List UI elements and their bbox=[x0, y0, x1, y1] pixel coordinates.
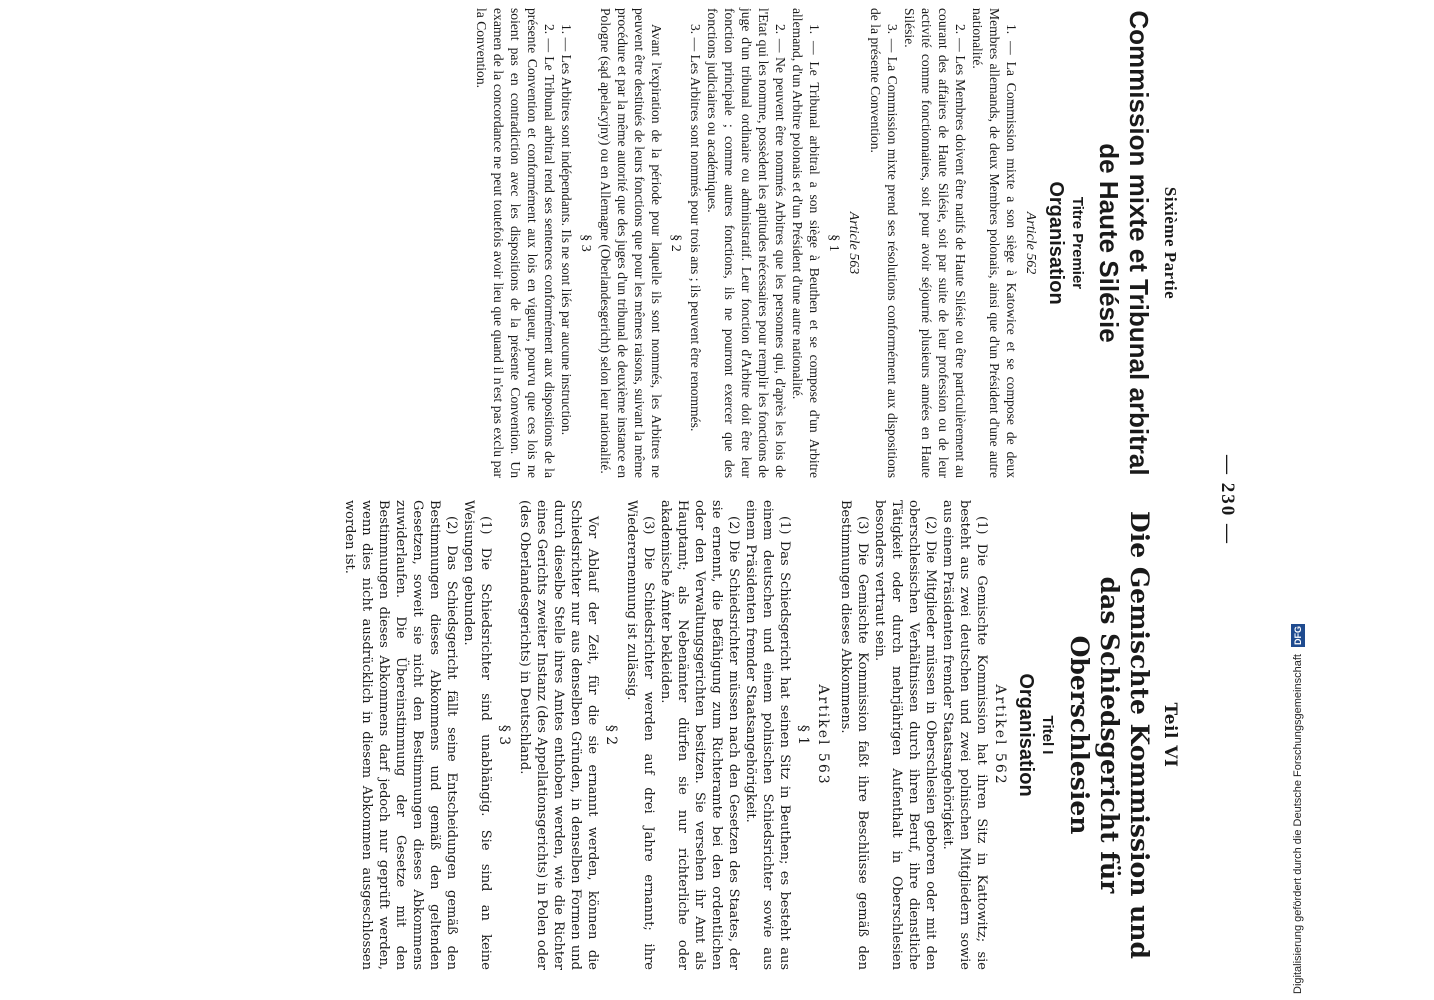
paragraph: (2) Die Mitglieder müssen in Oberschlesien geboren oder mit den oberschlesischen Verhältnissen durch ihren Beruf, ihre dienstliche Tätigkeit oder durch mehrjährigen Aufenthalt in Oberschlesien besonders vertraut sein. bbox=[872, 500, 938, 970]
section-heading: Organisation bbox=[1045, 181, 1067, 305]
article-heading: Artikel 563 bbox=[815, 684, 831, 786]
paragraph: 1. — Le Tribunal arbitral a son siège à Beuthen et se compose d'un Arbitre allemand, d'un Arbitre polonais et d'un Président d'une autre nationalité. bbox=[790, 8, 822, 478]
paragraph: 3. — Les Arbitres sont nommés pour trois ans ; ils peuvent être renommés. bbox=[688, 24, 703, 432]
paragraph: (1) Das Schiedsgericht hat seinen Sitz in Beuthen; es besteht aus einem deutschen und einem polnischen Schiedsrichter sowie aus einem Präsidenten fremder Staatsangehörigkeit. bbox=[743, 500, 792, 970]
german-column bbox=[341, 500, 1180, 970]
titre-heading: Titre Premier bbox=[1069, 196, 1086, 290]
paragraph: (1) Die Gemischte Kommission hat ihren Sitz in Kattowitz; sie besteht aus zwei deutschen und zwei polnischen Mitgliedern sowie aus einem Präsidenten fremder Staatsangehörigkeit. bbox=[940, 500, 989, 970]
document-title: Commission mixte et Tribunal arbitral de Haute Silésie bbox=[1094, 10, 1154, 476]
article-heading: Article 562 bbox=[1023, 211, 1038, 275]
paragraph: 1. — La Commission mixte a son siège à Katowice et se compose de deux Membres allemands, de deux Membres polonais, ainsi que d'un Président d'une autre nationalité. bbox=[970, 8, 1019, 478]
part-heading: Sixième Partie bbox=[1161, 186, 1180, 300]
french-column bbox=[473, 8, 1180, 478]
paragraph: (3) Die Gemischte Kommission faßt ihre Beschlüsse gemäß den Bestimmungen dieses Abkommens. bbox=[838, 500, 870, 970]
paragraph: Avant l'expiration de la période pour laquelle ils sont nommés, les Arbitres ne peuvent être destitués de leurs fonctions que pour les mêmes raisons, suivant la même procédure et par la même autorité que des juges d'un tribunal de deuxième instance en Pologne (sąd apelacyjny) ou en Allemagne (Oberlandesgericht) selon leur nationalité. bbox=[598, 8, 664, 478]
titre-heading: Titel I bbox=[1039, 715, 1056, 755]
section-number: § 3 bbox=[578, 234, 593, 252]
document-title: Die Gemischte Kommission und das Schiedsgericht für Oberschlesien bbox=[1065, 511, 1154, 959]
section-number: § 3 bbox=[496, 724, 512, 746]
section-heading: Organisation bbox=[1015, 673, 1037, 797]
paragraph: (2) Das Schiedsgericht fällt seine Entscheidungen gemäß den Bestimmungen dieses Abkommens und gemäß den geltenden Gesetzen, soweit sie nicht den Bestimmungen dieses Abkommens zuwiderlaufen. Die Übereinstimmung der Gesetze mit den Bestimmungen dieses Abkommens darf jedoch nur geprüft werden, wenn dies nicht ausdrücklich in diesem Abkommen ausgeschlossen worden ist. bbox=[342, 500, 459, 970]
paragraph: 3. — La Commission mixte prend ses résolutions conformément aux dispositions de la présente Convention. bbox=[868, 8, 900, 478]
article-heading: Article 563 bbox=[846, 211, 861, 275]
dfg-logo-icon: DFG bbox=[1293, 625, 1304, 645]
section-number: § 2 bbox=[668, 234, 683, 252]
page-number: — 230 — bbox=[1217, 455, 1238, 545]
paragraph: 2. — Les Membres doivent être natifs de Haute Silésie ou être particulièrement au courant des affaires de Haute Silésie, soit par suite de leur profession ou de leur activité comme fonctionnaires, soit pour avoir séjourné plusieurs années en Haute Silésie. bbox=[902, 8, 968, 478]
paragraph: Vor Ablauf der Zeit, für die sie ernannt werden, können die Schiedsrichter nur aus denselben Gründen, in denselben Formen und durch dieselbe Stelle ihres Amtes enthoben werden, wie die Richter eines Gerichts zweiter Instanz (des Appellationsgerichts) in Polen oder (des Oberlandesgerichts) in Deutschland. bbox=[517, 500, 600, 970]
article-heading: Artikel 562 bbox=[992, 684, 1008, 786]
section-number: § 2 bbox=[603, 724, 619, 746]
credit-text: Digitalisierung gefördert durch die Deutsche Forschungsgemeinschaft bbox=[1292, 654, 1304, 994]
paragraph: 2. — Le Tribunal arbitral rend ses sentences conformément aux dispositions de la présente Convention et conformément aux lois en vigueur, pourvu que ces lois ne soient pas en contradiction avec les dispositions de la présente Convention. Un examen de la concordance ne peut toutefois avoir lieu que quand il n'est pas exclu par la Convention. bbox=[474, 8, 557, 478]
section-number: § 1 bbox=[795, 724, 811, 746]
paragraph: (1) Die Schiedsrichter sind unabhängig. Sie sind an keine Weisungen gebunden. bbox=[461, 500, 493, 970]
paragraph: (3) Die Schiedsrichter werden auf drei Jahre ernannt; ihre Wiederernennung ist zulässig. bbox=[624, 500, 656, 970]
paragraph: (2) Die Schiedsrichter müssen nach den Gesetzen des Staates, der sie ernennt, die Befähigung zum Richteramte bei den ordentlichen oder den Verwaltungsgerichten besitzen. Sie versehen ihr Amt als Hauptamt; als Nebenämter dürfen sie nur richterliche oder akademische Ämter bekleiden. bbox=[658, 500, 741, 970]
section-number: § 1 bbox=[826, 234, 841, 252]
paragraph: 2. — Ne peuvent être nommés Arbitres que les personnes qui, d'après les lois de l'Etat qui les nomme, possèdent les aptitudes nécessaires pour remplir les fonctions de juge d'un tribunal ordinaire ou administratif. Leur fonction d'Arbitre doit être leur fonction principale ; comme autres fonctions, ils ne pourront exercer que des fonctions judiciaires ou académiques. bbox=[705, 8, 788, 478]
paragraph: 1. — Les Arbitres sont indépendants. Ils ne sont liés par aucune instruction. bbox=[559, 24, 574, 436]
digitization-credit bbox=[1270, 8, 1304, 994]
part-heading: Teil VI bbox=[1160, 702, 1180, 768]
